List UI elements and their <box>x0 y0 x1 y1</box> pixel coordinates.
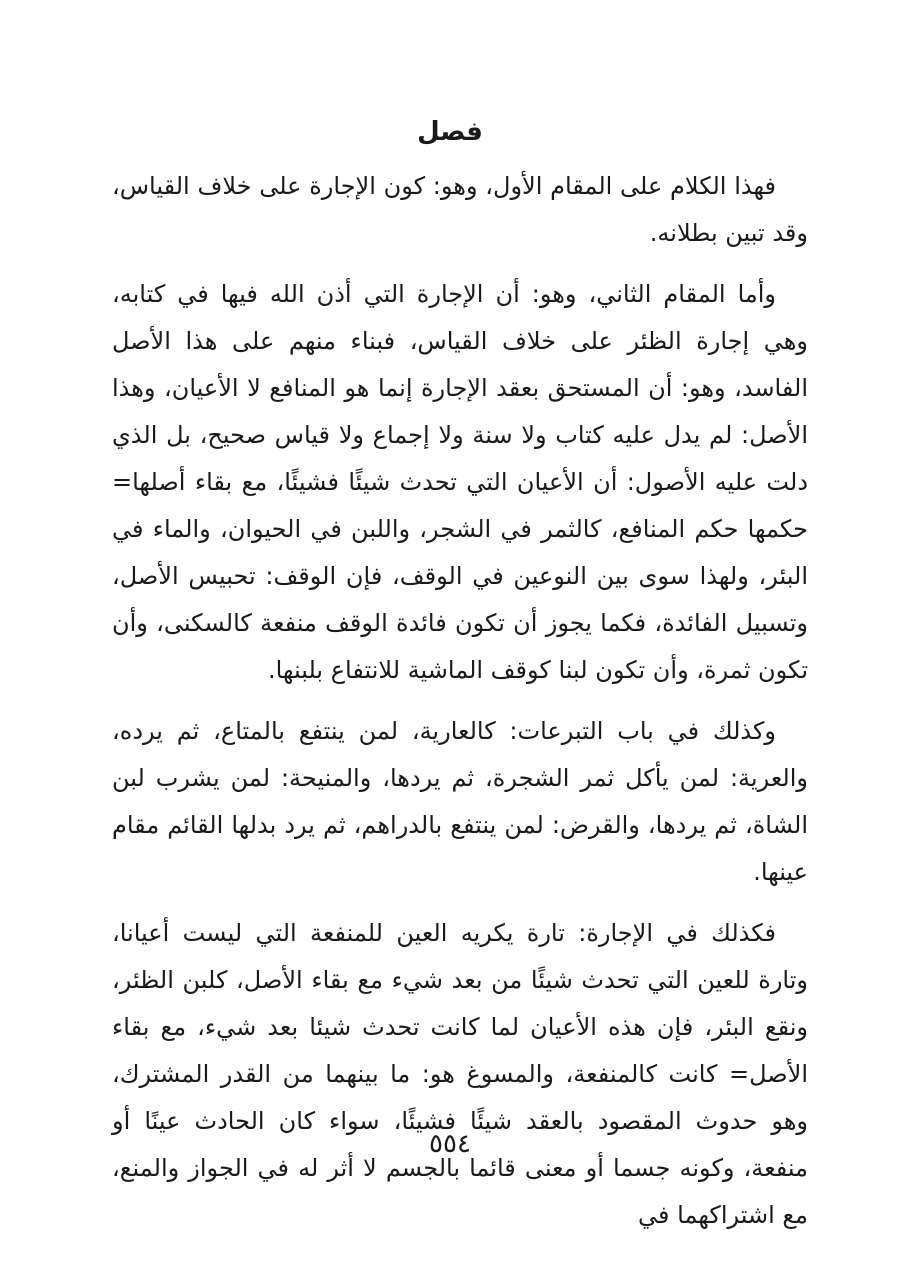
paragraph-3: وكذلك في باب التبرعات: كالعارية، لمن ينتفع بالمتاع، ثم يرده، والعرية: لمن يأكل ثمر الشجرة، ثم يردها، والمنيحة: لمن يشرب لبن الشاة، ثم يردها، والقرض: لمن ينتفع بالدراهم، ثم يرد بدلها القائم مقام عينها. <box>112 717 808 886</box>
paragraph-2: وأما المقام الثاني، وهو: أن الإجارة التي أذن الله فيها في كتابه، وهي إجارة الظئر على خلاف القياس، فبناء منهم على هذا الأصل الفاسد، وهو: أن المستحق بعقد الإجارة إنما هو المنافع لا الأعيان، وهذا الأصل: لم يدل عليه كتاب ولا سنة ولا إجماع ولا قياس صحيح، بل الذي دلت عليه الأصول: أن الأعيان التي تحدث شيئًا فشيئًا، مع بقاء أصلها= حكمها حكم المنافع، كالثمر في الشجر، واللبن في الحيوان، والماء في البئر، ولهذا سوى بين النوعين في الوقف، فإن الوقف: تحبيس الأصل، وتسبيل الفائدة، فكما يجوز أن تكون فائدة الوقف منفعة كالسكنى، وأن تكون ثمرة، وأن تكون لبنا كوقف الماشية للانتفاع بلبنها. <box>112 280 808 684</box>
body-text <box>112 163 808 1253</box>
section-title: فصل <box>417 117 483 147</box>
paragraph-1: فهذا الكلام على المقام الأول، وهو: كون الإجارة على خلاف القياس، وقد تبين بطلانه. <box>112 172 808 247</box>
page-number: ٥٥٤ <box>429 1129 471 1159</box>
paragraph-4: فكذلك في الإجارة: تارة يكريه العين للمنفعة التي ليست أعيانا، وتارة للعين التي تحدث شيئًا من بعد شيء مع بقاء الأصل، كلبن الظئر، ونقع البئر، فإن هذه الأعيان لما كانت تحدث شيئا بعد شيء، مع بقاء الأصل= كانت كالمنفعة، والمسوغ هو: ما بينهما من القدر المشترك، وهو حدوث المقصود بالعقد شيئًا فشيئًا، سواء كان الحادث عينًا أو منفعة، وكونه جسما أو معنى قائما بالجسم لا أثر له في الجواز والمنع، مع اشتراكهما في <box>112 919 808 1229</box>
